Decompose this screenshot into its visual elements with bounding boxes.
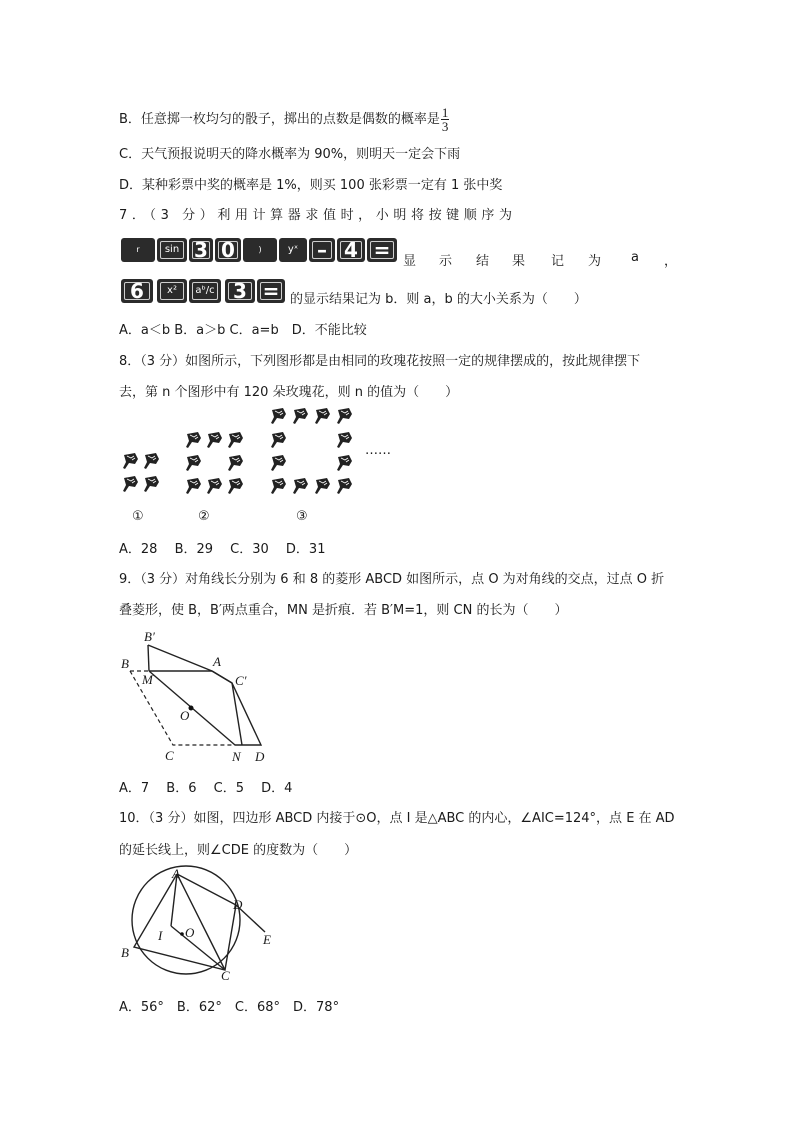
q9-label-n: N <box>232 749 241 764</box>
q9-label-c-prime: C′ <box>235 673 247 688</box>
fraction-numerator: 1 <box>441 105 449 120</box>
q6-option-b-fraction <box>441 106 450 133</box>
q6-option-b-text: B．任意掷一枚均匀的骰子，掷出的点数是偶数的概率是 <box>119 112 440 127</box>
rose-figure-1 <box>123 453 159 492</box>
q7-options: A．a＜b B．a＞b C．a=b D．不能比较 <box>119 323 367 338</box>
q7-stem-line3-tail: 的显示结果记为 b．则 a，b 的大小关系为（ ） <box>290 292 587 307</box>
q10-label-e: E <box>263 932 271 947</box>
calc-key: 0 <box>215 238 241 262</box>
q7-stem-line1: 7．（3 分）利用计算器求值时，小明将按键顺序为 <box>119 208 517 223</box>
fraction-denominator: 3 <box>441 119 449 134</box>
calc-key: yˣ <box>279 238 307 262</box>
q9-label-m: M <box>142 672 153 687</box>
q10-options: A．56° B．62° C．68° D．78° <box>119 1000 340 1015</box>
q10-stem-line1: 10．（3 分）如图，四边形 ABCD 内接于⊙O，点 I 是△ABC 的内心，∠AIC=124°，点 E 在 AD <box>119 811 675 826</box>
q9-options: A．7 B．6 C．5 D．4 <box>119 781 293 796</box>
q9-label-o: O <box>180 708 190 723</box>
q10-label-i: I <box>158 928 163 943</box>
q10-label-c: C <box>221 968 230 983</box>
calc-key: 4 <box>337 238 365 262</box>
calc-key: 3 <box>225 279 255 303</box>
rose-figure-2 <box>186 432 243 494</box>
q8-label-1: ① <box>132 509 144 524</box>
calc-key: ) <box>243 238 277 262</box>
q9-label-b: B <box>121 656 129 671</box>
calc-key: = <box>367 238 397 262</box>
q6-option-b <box>119 106 449 133</box>
q9-stem-line1: 9．（3 分）对角线长分别为 6 和 8 的菱形 ABCD 如图所示，点 O 为对角线的交点，过点 O 折 <box>119 572 665 587</box>
q8-stem-line1: 8．（3 分）如图所示，下列图形都是由相同的玫瑰花按照一定的规律摆成的，按此规律摆下 <box>119 354 641 369</box>
q8-label-3: ③ <box>296 509 308 524</box>
q8-ellipsis: …… <box>365 443 391 458</box>
calc-key: 3 <box>189 238 213 262</box>
q9-label-d: D <box>255 749 265 764</box>
calc-key: – <box>309 238 335 262</box>
calc-key: aᵇ/c <box>189 279 221 303</box>
calc-key: 6 <box>121 279 153 303</box>
q10-label-a: A <box>172 866 180 881</box>
q9-label-a: A <box>213 654 221 669</box>
q9-label-c: C <box>165 748 174 763</box>
calc-key: r <box>121 238 155 262</box>
q8-stem-line2: 去，第 n 个图形中有 120 朵玫瑰花，则 n 的值为（ ） <box>119 385 459 400</box>
q9-stem-line2: 叠菱形，使 B，B′两点重合，MN 是折痕．若 B′M=1，则 CN 的长为（ ） <box>119 603 568 618</box>
rose-figure-3 <box>271 408 352 494</box>
q10-stem-line2: 的延长线上，则∠CDE 的度数为（ ） <box>119 843 358 858</box>
calc-key: sin <box>157 238 187 262</box>
q8-label-2: ② <box>198 509 210 524</box>
q6-option-d: D．某种彩票中奖的概率是 1%，则买 100 张彩票一定有 1 张中奖 <box>119 178 503 193</box>
q8-options: A．28 B．29 C．30 D．31 <box>119 542 326 557</box>
q9-label-b-prime: B′ <box>144 629 155 644</box>
q6-option-c: C．天气预报说明天的降水概率为 90%，则明天一定会下雨 <box>119 147 461 162</box>
q10-label-d: D <box>233 897 243 912</box>
q10-label-b: B <box>121 945 129 960</box>
q10-label-o: O <box>185 925 195 940</box>
calc-key: x² <box>157 279 187 303</box>
q10-circle-figure <box>110 862 290 987</box>
calc-key: = <box>257 279 285 303</box>
